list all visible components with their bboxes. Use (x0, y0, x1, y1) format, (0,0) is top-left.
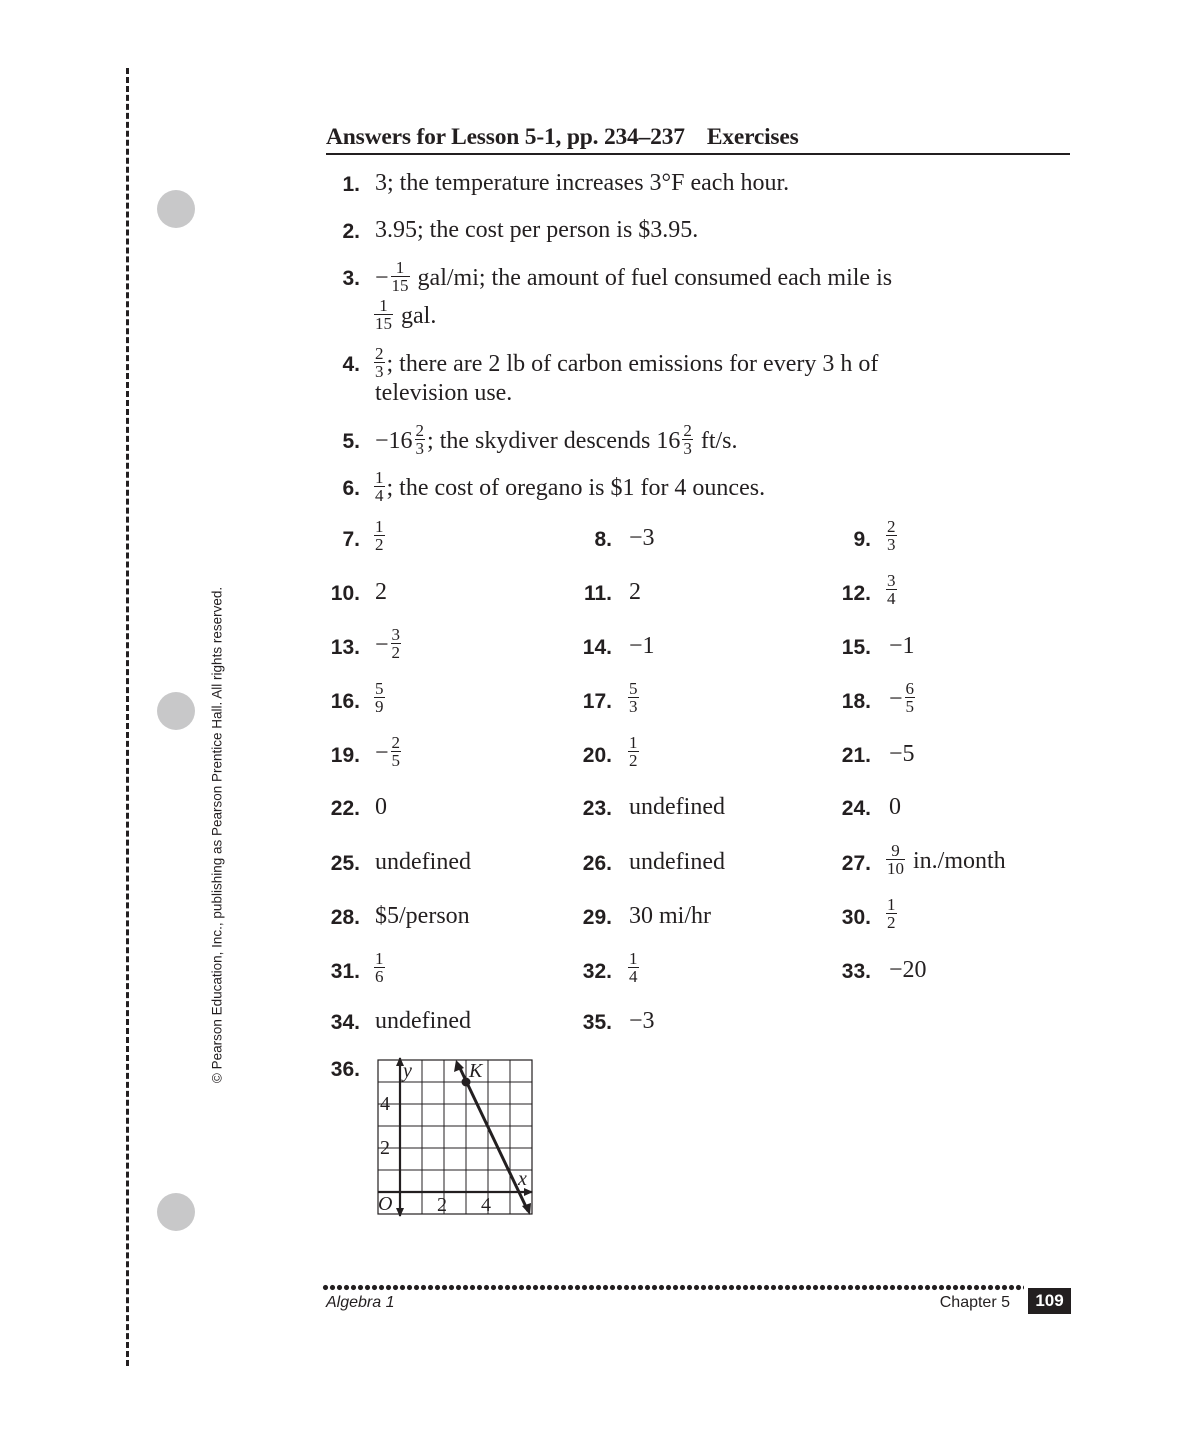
answer-value: 2 (629, 579, 641, 605)
fraction: $\frac{1}{15}$ (375, 296, 392, 333)
answer-value: 2 (375, 579, 387, 605)
answer-text: $\frac{1}{15}$ gal. (375, 296, 437, 333)
fraction: $\frac{1}{4}$ (375, 468, 384, 505)
answer-number: 12. (841, 582, 871, 605)
answer-number: 18. (841, 690, 871, 713)
answer-number: 26. (582, 852, 612, 875)
answer-value: −1 (629, 633, 655, 659)
answer-number: 14. (582, 636, 612, 659)
answer-text: −16 $\frac{2}{3}$ ; the skydiver descends 16 $\frac{2}{3}$ ft/s. (375, 421, 738, 458)
answer-value: undefined (629, 849, 725, 875)
answer-number: 24. (841, 797, 871, 820)
answer-number: 35. (582, 1011, 612, 1034)
answer-number: 1. (342, 173, 360, 196)
footer-rule (322, 1284, 1024, 1291)
y-axis-label: y (403, 1060, 412, 1082)
fraction: $\frac{2}{3}$ (375, 344, 384, 381)
answer-value: undefined (375, 1008, 471, 1034)
lesson-title: Answers for Lesson 5-1, pp. 234–237 (326, 124, 685, 150)
answer-number: 25. (330, 852, 360, 875)
answer-value: −20 (889, 957, 927, 983)
answer-text: television use. (375, 380, 513, 406)
answer-value: −3 (629, 1008, 655, 1034)
answer-number: 20. (582, 744, 612, 767)
answer-number: 7. (342, 528, 360, 551)
answer-value: − $\frac{6}{5}$ (889, 679, 915, 716)
section-label: Exercises (706, 124, 799, 150)
answer-number: 15. (841, 636, 871, 659)
fraction: $\frac{1}{15}$ (391, 258, 409, 295)
answer-value (884, 517, 899, 556)
answer-number: 4. (342, 353, 360, 376)
fraction: $\frac{2}{3}$ (887, 517, 896, 554)
chapter-label: Chapter 5 (939, 1294, 1010, 1311)
fraction: $\frac{1}{4}$ (629, 949, 638, 986)
answer-number: 17. (582, 690, 612, 713)
binder-dashed-line (126, 68, 129, 1366)
answer-number: 34. (330, 1011, 360, 1034)
page-title (326, 124, 1070, 155)
origin-label: O (378, 1193, 393, 1215)
answer-value: undefined (629, 794, 725, 820)
x-tick-label: 4 (481, 1194, 491, 1216)
copyright-notice: © Pearson Education, Inc., publishing as Pearson Prentice Hall. All rights reserved. (209, 586, 225, 1084)
answer-value: −1 (889, 633, 915, 659)
answer-number: 9. (853, 528, 871, 551)
answer-number: 28. (330, 906, 360, 929)
answer-value: −3 (629, 525, 655, 551)
answer-value (626, 679, 641, 718)
answer-value: − $\frac{3}{2}$ (375, 625, 401, 662)
fraction: $\frac{1}{2}$ (887, 895, 896, 932)
answer-number: 13. (330, 636, 360, 659)
answer-value (626, 733, 641, 772)
fraction: $\frac{1}{2}$ (629, 733, 638, 770)
answer-number: 36. (330, 1058, 360, 1081)
answer-number: 11. (583, 582, 612, 605)
x-tick-label: 2 (437, 1194, 447, 1216)
answer-value: $\frac{9}{10}$ in./month (887, 841, 1006, 878)
answer-value (884, 895, 899, 934)
answer-value (372, 679, 387, 718)
answer-number: 19. (330, 744, 360, 767)
page-number: 109 (1028, 1288, 1071, 1314)
answer-value (884, 571, 899, 610)
answer-number: 29. (582, 906, 612, 929)
answer-text: $\frac{1}{4}$ ; the cost of oregano is $1 for 4 ounces. (375, 468, 766, 505)
fraction: $\frac{3}{4}$ (887, 571, 896, 608)
book-title: Algebra 1 (326, 1294, 395, 1311)
fraction: $\frac{5}{3}$ (629, 679, 638, 716)
punch-hole (157, 692, 195, 730)
fraction: $\frac{5}{9}$ (375, 679, 384, 716)
answer-number: 8. (594, 528, 612, 551)
fraction: $\frac{2}{3}$ (415, 421, 425, 458)
answer-number: 21. (841, 744, 871, 767)
answer-value: $5/person (375, 903, 470, 929)
answer-number: 33. (841, 960, 871, 983)
answer-36-graph (370, 1055, 540, 1220)
answer-text: 3.95; the cost per person is $3.95. (375, 217, 699, 243)
answer-number: 10. (330, 582, 360, 605)
answer-value: undefined (375, 849, 471, 875)
answer-number: 2. (342, 220, 360, 243)
fraction: $\frac{1}{6}$ (375, 949, 384, 986)
punch-hole (157, 190, 195, 228)
answer-number: 31. (330, 960, 360, 983)
answer-number: 5. (342, 430, 360, 453)
y-tick-label: 4 (380, 1093, 390, 1115)
answer-text: $\frac{2}{3}$ ; there are 2 lb of carbon emissions for every 3 h of (375, 344, 879, 381)
x-axis-label: x (518, 1168, 527, 1190)
y-tick-label: 2 (380, 1137, 390, 1159)
answer-number: 30. (841, 906, 871, 929)
answer-number: 27. (841, 852, 871, 875)
answer-number: 22. (330, 797, 360, 820)
fraction: $\frac{2}{5}$ (391, 733, 401, 770)
answer-value (626, 949, 641, 988)
fraction: $\frac{6}{5}$ (905, 679, 915, 716)
punch-hole (157, 1193, 195, 1231)
answer-value: 0 (375, 794, 387, 820)
fraction: $\frac{2}{3}$ (683, 421, 692, 458)
answer-value (372, 949, 387, 988)
answer-number: 32. (582, 960, 612, 983)
answer-value: −5 (889, 741, 915, 767)
fraction: $\frac{3}{2}$ (391, 625, 401, 662)
answer-text: 3; the temperature increases 3°F each hour. (375, 170, 790, 196)
answer-value: 0 (889, 794, 901, 820)
answer-number: 23. (582, 797, 612, 820)
y-axis-arrow (396, 1208, 404, 1217)
answer-value (372, 517, 387, 556)
fraction: $\frac{9}{10}$ (887, 841, 904, 878)
answer-value: 30 mi/hr (629, 903, 711, 929)
line-label: K (469, 1060, 483, 1082)
answer-number: 3. (342, 267, 360, 290)
answer-number: 16. (330, 690, 360, 713)
answer-number: 6. (342, 477, 360, 500)
line-k-arrow (522, 1203, 531, 1215)
answer-value: − $\frac{2}{5}$ (375, 733, 401, 770)
answer-text: − $\frac{1}{15}$ gal/mi; the amount of fuel consumed each mile is (375, 258, 893, 295)
fraction: $\frac{1}{2}$ (375, 517, 384, 554)
